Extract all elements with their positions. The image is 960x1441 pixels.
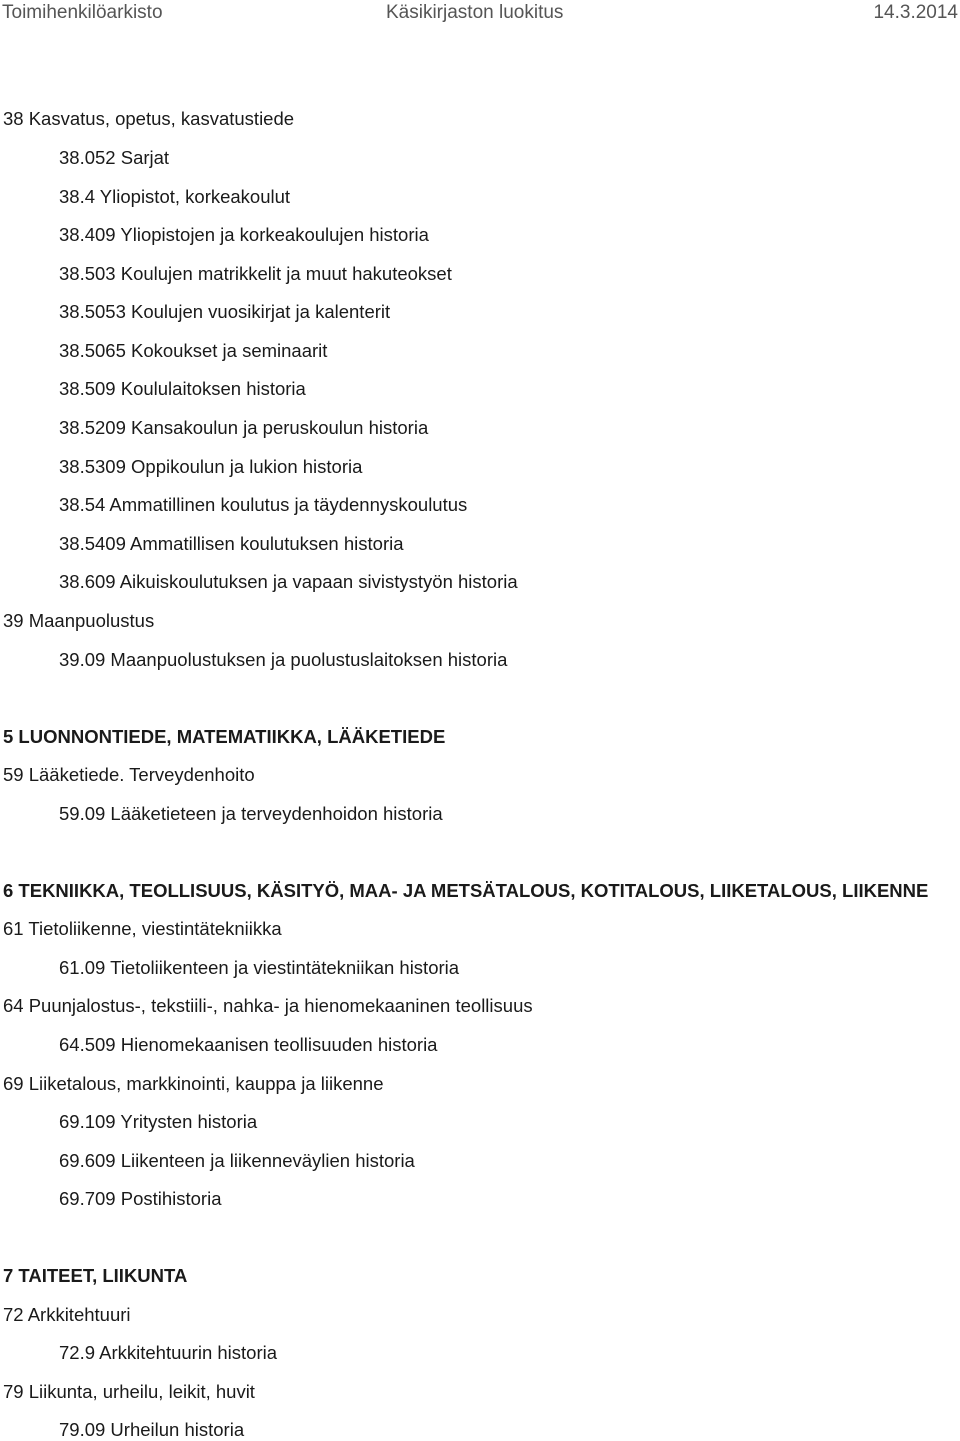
class-38-4: 38.4 Yliopistot, korkeakoulut xyxy=(59,186,291,207)
class-38-052: 38.052 Sarjat xyxy=(59,147,170,168)
class-38-5309: 38.5309 Oppikoulun ja lukion historia xyxy=(59,456,363,477)
class-69-709: 69.709 Postihistoria xyxy=(59,1188,222,1209)
section-heading-5: 5 LUONNONTIEDE, MATEMATIIKKA, LÄÄKETIEDE xyxy=(3,726,446,747)
class-38-503: 38.503 Koulujen matrikkelit ja muut hakuteokset xyxy=(59,263,452,284)
class-39-09: 39.09 Maanpuolustuksen ja puolustuslaitoksen historia xyxy=(59,649,508,670)
header-date: 14.3.2014 xyxy=(873,2,958,23)
section-heading-7: 7 TAITEET, LIIKUNTA xyxy=(3,1265,188,1286)
class-69-109: 69.109 Yritysten historia xyxy=(59,1111,258,1132)
class-38-5409: 38.5409 Ammatillisen koulutuksen historia xyxy=(59,533,404,554)
class-39: 39 Maanpuolustus xyxy=(3,610,155,631)
class-79-09: 79.09 Urheilun historia xyxy=(59,1419,245,1440)
class-79: 79 Liikunta, urheilu, leikit, huvit xyxy=(3,1381,255,1402)
class-64: 64 Puunjalostus-, tekstiili-, nahka- ja hienomekaaninen teollisuus xyxy=(3,995,533,1016)
class-38-5065: 38.5065 Kokoukset ja seminaarit xyxy=(59,340,328,361)
class-61: 61 Tietoliikenne, viestintätekniikka xyxy=(3,918,282,939)
class-38: 38 Kasvatus, opetus, kasvatustiede xyxy=(3,108,295,129)
class-38-609: 38.609 Aikuiskoulutuksen ja vapaan sivistystyön historia xyxy=(59,571,518,592)
class-38-409: 38.409 Yliopistojen ja korkeakoulujen historia xyxy=(59,224,429,245)
class-64-509: 64.509 Hienomekaanisen teollisuuden historia xyxy=(59,1034,438,1055)
class-38-54: 38.54 Ammatillinen koulutus ja täydennyskoulutus xyxy=(59,494,468,515)
class-59: 59 Lääketiede. Terveydenhoito xyxy=(3,764,255,785)
class-69: 69 Liiketalous, markkinointi, kauppa ja liikenne xyxy=(3,1073,384,1094)
class-69-609: 69.609 Liikenteen ja liikenneväylien historia xyxy=(59,1150,415,1171)
class-72-9: 72.9 Arkkitehtuurin historia xyxy=(59,1342,278,1363)
class-38-509: 38.509 Koululaitoksen historia xyxy=(59,378,306,399)
section-heading-6: 6 TEKNIIKKA, TEOLLISUUS, KÄSITYÖ, MAA- JA METSÄTALOUS, KOTITALOUS, LIIKETALOUS, LIIKENNE xyxy=(3,880,929,901)
header-document-title: Käsikirjaston luokitus xyxy=(386,2,564,23)
class-38-5053: 38.5053 Koulujen vuosikirjat ja kalenterit xyxy=(59,301,391,322)
class-59-09: 59.09 Lääketieteen ja terveydenhoidon historia xyxy=(59,803,443,824)
class-61-09: 61.09 Tietoliikenteen ja viestintätekniikan historia xyxy=(59,957,460,978)
header-archive-name: Toimihenkilöarkisto xyxy=(2,2,163,23)
class-72: 72 Arkkitehtuuri xyxy=(3,1304,131,1325)
class-38-5209: 38.5209 Kansakoulun ja peruskoulun historia xyxy=(59,417,429,438)
